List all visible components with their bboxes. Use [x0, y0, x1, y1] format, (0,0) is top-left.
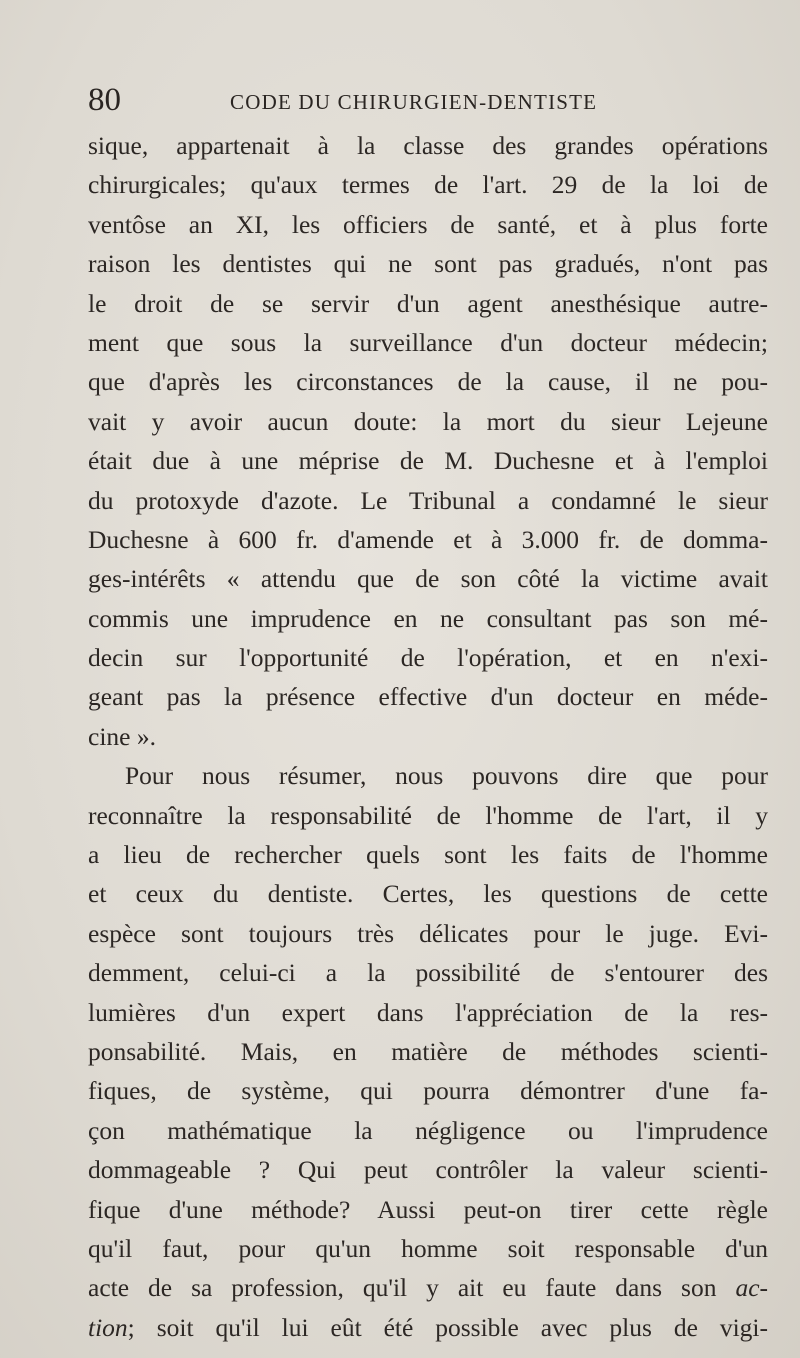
text-line: a lieu de rechercher quels sont les faits de l'homme	[88, 840, 768, 870]
text-line: chirurgicales; qu'aux termes de l'art. 29 de la loi de	[88, 170, 768, 200]
text-line: fiques, de système, qui pourra démontrer d'une fa-	[88, 1076, 768, 1106]
text-line: et ceux du dentiste. Certes, les questions de cette	[88, 879, 768, 909]
text-line: reconnaître la responsabilité de l'homme de l'art, il y	[88, 800, 768, 830]
text-line: ment que sous la surveillance d'un docteur médecin;	[88, 327, 768, 357]
text-line: geant pas la présence effective d'un docteur en méde-	[88, 682, 768, 712]
body-text	[88, 126, 768, 1347]
text-line: vait y avoir aucun doute: la mort du sieur Lejeune	[88, 406, 768, 436]
text-line: espèce sont toujours très délicates pour le juge. Evi-	[88, 918, 768, 948]
text-line: demment, celui-ci a la possibilité de s'entourer des	[88, 958, 768, 988]
italic-word: tion	[88, 1312, 128, 1342]
text-line: lumières d'un expert dans l'appréciation de la res-	[88, 997, 768, 1027]
page-header	[88, 78, 778, 122]
text-line: ponsabilité. Mais, en matière de méthodes scienti-	[88, 1036, 768, 1066]
text-fragment: acte de sa profession, qu'il y ait eu faute dans son	[88, 1273, 717, 1303]
text-fragment: ; soit qu'il lui eût été possible avec plus de vigi-	[127, 1312, 768, 1342]
text-line: cine ».	[88, 721, 156, 751]
text-line: fique d'une méthode? Aussi peut-on tirer cette règle	[88, 1194, 768, 1224]
text-line: ventôse an XI, les officiers de santé, et à plus forte	[88, 209, 768, 239]
text-line: que d'après les circonstances de la cause, il ne pou-	[88, 367, 768, 397]
text-line	[88, 1308, 768, 1347]
italic-word: ac-	[735, 1273, 768, 1303]
text-line: était due à une méprise de M. Duchesne et à l'emploi	[88, 446, 768, 476]
text-line: çon mathématique la négligence ou l'imprudence	[88, 1115, 768, 1145]
text-line	[88, 1268, 768, 1307]
text-line: dommageable ? Qui peut contrôler la valeur scienti-	[88, 1155, 768, 1185]
text-line: raison les dentistes qui ne sont pas gradués, n'ont pas	[88, 249, 768, 279]
text-line: Duchesne à 600 fr. d'amende et à 3.000 fr. de domma-	[88, 524, 768, 554]
text-line: qu'il faut, pour qu'un homme soit responsable d'un	[88, 1233, 768, 1263]
page-number: 80	[88, 82, 121, 118]
text-line: sique, appartenait à la classe des grandes opérations	[88, 131, 768, 160]
running-head: CODE DU CHIRURGIEN-DENTISTE	[230, 90, 598, 114]
text-line: du protoxyde d'azote. Le Tribunal a condamné le sieur	[88, 485, 768, 515]
text-line: commis une imprudence en ne consultant pas son mé-	[88, 603, 768, 633]
text-line: decin sur l'opportunité de l'opération, et en n'exi-	[88, 643, 768, 673]
paragraph-start-line: Pour nous résumer, nous pouvons dire que pour	[125, 761, 768, 791]
text-line: le droit de se servir d'un agent anesthésique autre-	[88, 288, 768, 318]
text-line: ges-intérêts « attendu que de son côté la victime avait	[88, 564, 768, 594]
